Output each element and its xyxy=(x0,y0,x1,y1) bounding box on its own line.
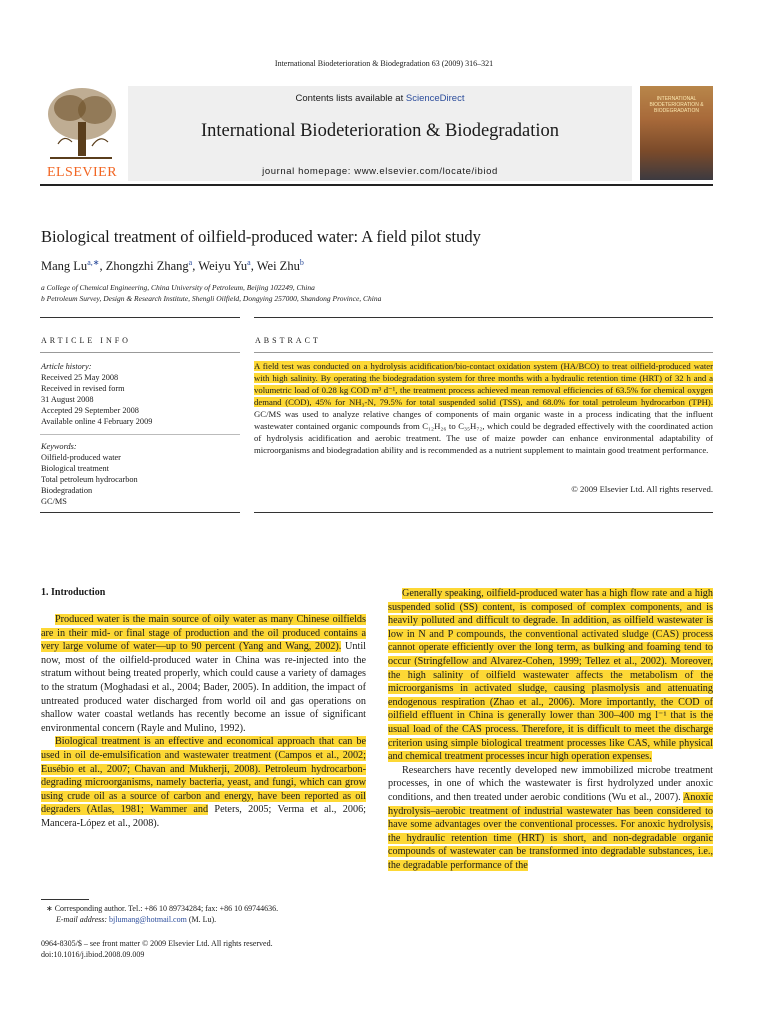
keywords-label: Keywords: xyxy=(41,442,77,451)
email-suffix: (M. Lu). xyxy=(186,915,217,924)
history-label: Article history: xyxy=(41,362,92,371)
paragraph xyxy=(41,735,366,830)
divider xyxy=(254,512,713,513)
front-matter-info xyxy=(41,938,371,960)
issn-line: 0964-8305/$ – see front matter © 2009 Elsevier Ltd. All rights reserved. xyxy=(41,939,273,948)
history-line: Received in revised form xyxy=(41,384,125,393)
author-affiliation-mark[interactable]: a,∗ xyxy=(87,258,100,267)
highlighted-text[interactable]: A field test was conducted on a hydrolysis acidification/bio-contact oxidation system (HA/BCO) to treat oilfield-produced water with high salinity. By operating the biodegradation system for three months with a hydraulic retention time (HRT) of 32 h and a volumetric load of 0.28 kg COD m³ d⁻¹, the treatment process achieved mean removal efficiencies of 63.5% for chemical oxygen demand (COD), 45% for NH₃-N, 79.5% for total suspended solid (TSS), and 68.0% for total petroleum hydrocarbon (TPH). xyxy=(254,361,713,407)
divider xyxy=(40,352,240,353)
article-info-heading: ARTICLE INFO xyxy=(41,336,131,345)
keyword: Biodegradation xyxy=(41,486,93,495)
body-column-right xyxy=(388,587,713,872)
divider xyxy=(40,317,240,318)
affiliation-a: a College of Chemical Engineering, China University of Petroleum, Beijing 102249, China xyxy=(41,283,315,292)
divider xyxy=(40,434,240,435)
masthead-rule xyxy=(40,184,713,186)
author-list: Mang $Lu^{a,∗}$, Zhongzhi Zhang$^a$, Weiyu Yu$^a$, Wei Zhu$^b$ xyxy=(41,258,304,274)
paragraph-text: Peters, 2005; Verma et al., 2006; Mancera-López et al., 2008). xyxy=(41,804,366,829)
abstract-body xyxy=(254,360,713,456)
divider xyxy=(254,352,713,353)
paragraph xyxy=(388,587,713,764)
article-title: Biological treatment of oilfield-produced water: A field pilot study xyxy=(41,227,481,246)
highlighted-text[interactable]: Produced water is the main source of oily water as many Chinese oilfields are in their mid- or final stage of production and the oil produced contains a very large volume of water—up to 90 percent (Yang and Wang, 2002). xyxy=(41,614,366,653)
divider xyxy=(40,512,240,513)
email-link[interactable]: bjlumang@hotmail.com xyxy=(109,915,187,924)
paragraph-text: Until now, most of the oilfield-produced water in China was re-injected into the stratum without being treated properly, which could cause a variety of damages to the stratum (Moghadasi et al., 2004; Bader, 2005). In addition, the impact of untreated produced water discharged from world oil and gas operations on shallow water coastal wetlands has recently become an issue of significant environmental concern (Rayle and Mulino, 1992). xyxy=(41,641,366,734)
keyword: Biological treatment xyxy=(41,464,109,473)
journal-cover-thumbnail xyxy=(640,86,713,180)
corresponding-line: ∗ Corresponding author. Tel.: +86 10 89734284; fax: +86 10 69744636. xyxy=(46,904,279,913)
history-line: 31 August 2008 xyxy=(41,395,94,404)
article-history xyxy=(41,361,241,427)
history-line: Available online 4 February 2009 xyxy=(41,417,153,426)
history-line: Accepted 29 September 2008 xyxy=(41,406,139,415)
author-affiliation-mark[interactable]: b xyxy=(299,258,304,267)
author-name: Weiyu Yu xyxy=(198,259,248,274)
author-affiliation-mark[interactable]: a xyxy=(247,258,251,267)
corresponding-author-footnote xyxy=(46,903,366,925)
contents-line xyxy=(128,93,632,104)
keyword: GC/MS xyxy=(41,497,67,506)
highlighted-text[interactable]: Anoxic hydrolysis–aerobic treatment of industrial wastewater has been considered to have some advantages over the conventional processes. For anoxic hydrolysis, the hydraulic retention time (HRT) is short, and non-degradable organic compounds of wastewater can be transformed into degradable substances, i.e., the degradable performance of the xyxy=(388,791,713,871)
author-affiliation-mark[interactable]: a xyxy=(188,258,193,267)
cover-title: INTERNATIONAL BIODETERIORATION & BIODEGRADATION xyxy=(649,96,704,114)
abstract-text: GC/MS was used to analyze relative changes of components of main organic waste in a process indicating that the influent wastewater contained organic compounds from C₁₂H₂₆ to C₃₅H₇₂, which could be degraded effectively with the coordinated action of hydrolysis acidification and aerobic treatment. The use of maize powder can enhance environmental adaptability of microorganisms and biodegradation ability and is recommended as a nutrient supplement to maintain good treatment performance. xyxy=(254,409,713,455)
sciencedirect-link[interactable]: ScienceDirect xyxy=(405,93,465,104)
keywords xyxy=(41,441,241,507)
running-head: International Biodeterioration & Biodegradation 63 (2009) 316–321 xyxy=(274,59,494,68)
copyright-line: © 2009 Elsevier Ltd. All rights reserved. xyxy=(571,484,713,494)
section-heading: 1. Introduction xyxy=(41,587,106,598)
abstract-heading: ABSTRACT xyxy=(255,336,321,345)
affiliation-b: b Petroleum Survey, Design & Research Institute, Shengli Oilfield, Dongying 257000, Shandong Province, China xyxy=(41,294,382,303)
author-name: Zhongzhi Zhang xyxy=(105,259,189,274)
contents-prefix: Contents lists available at xyxy=(295,93,406,104)
footnote-rule xyxy=(41,899,89,900)
keyword: Total petroleum hydrocarbon xyxy=(41,475,138,484)
email-label: E-mail address: xyxy=(56,915,108,924)
body-column-left xyxy=(41,613,366,831)
publisher-wordmark: ELSEVIER xyxy=(46,165,118,180)
keyword: Oilfield-produced water xyxy=(41,453,121,462)
email-line xyxy=(46,914,366,925)
paragraph xyxy=(41,613,366,735)
author-name: Mang Lu xyxy=(41,259,88,274)
paragraph xyxy=(388,764,713,873)
history-line: Received 25 May 2008 xyxy=(41,373,119,382)
highlighted-text[interactable]: Generally speaking, oilfield-produced water has a high flow rate and a high suspended solid (SS) content, is composed of complex components, and is heavily polluted and difficult to degrade. In addition, as oilfield wastewater is low in N and P compounds, the conventional activated sludge (CAS) process cannot operate efficiently over the long term, as bulking and foaming tend to occur (Stringfellow and Alvarez-Cohen, 1999; Tellez et al., 2002). Moreover, the high salinity of oilfield wastewater affects the metabolism of the microorganisms in activated sludge, causing plasmolysis and attenuating endogenous respiration (Zhao et al., 2006). More importantly, the COD of oilfield effluent in China is generally lower than 300–400 mg l⁻¹ that is the usual load of the CAS process. Therefore, it is difficult to meet the discharge criterion using simple biological treatment processes like CAS, while physical and chemical treatment processes incur high operation expenses. xyxy=(388,588,713,763)
journal-title: International Biodeterioration & Biodegradation xyxy=(200,121,560,141)
author-name: Wei Zhu xyxy=(256,259,300,274)
divider xyxy=(254,317,713,318)
journal-homepage[interactable]: journal homepage: www.elsevier.com/locate/ibiod xyxy=(262,166,498,177)
doi-line[interactable]: doi:10.1016/j.ibiod.2008.09.009 xyxy=(41,950,145,959)
paragraph-text: Researchers have recently developed new immobilized microbe treatment processes, in one of which the wastewater is first hydrolyzed under anoxic conditions, and then treated under aerobic conditions (Wu et al., 2007). xyxy=(388,764,713,803)
highlighted-text[interactable]: Biological treatment is an effective and economical approach that can be used in oil de-emulsification and wastewater treatment (Campos et al., 2002; Eusébio et al., 2007; Chavan and Mukherji, 2008). Petroleum hydrocarbon-degrading microorganisms, namely bacteria, yeast, and fungi, which can grow using crude oil as a source of carbon and energy, have been reported as oil degraders (Atlas, 1981; Wammer and xyxy=(41,736,366,816)
